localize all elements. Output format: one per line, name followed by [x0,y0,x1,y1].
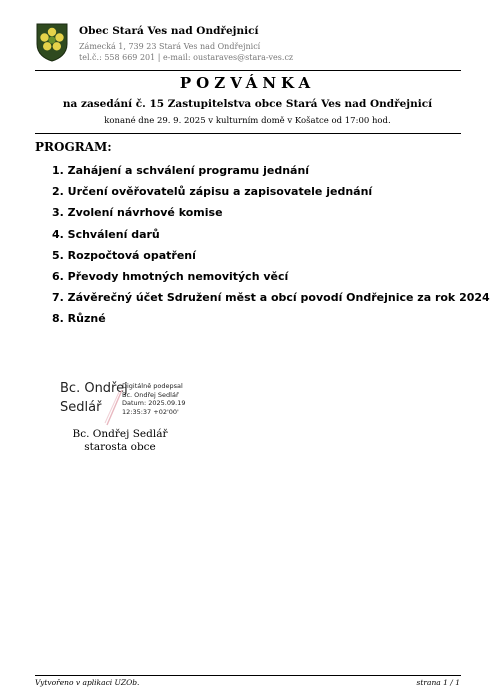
signature-detail-line: Digitálně podepsal [122,382,183,390]
letterhead [35,22,465,66]
signer-block [60,428,180,454]
organization-contact: tel.č.: 558 669 201 | e-mail: oustaraves@stara-ves.cz [79,53,294,62]
agenda-list [52,164,490,334]
signer-name: Bc. Ondřej Sedlář [72,428,168,440]
agenda-item: 1. Zahájení a schválení programu jednání [52,164,310,177]
municipal-crest-icon [35,22,69,62]
organization-address: Zámecká 1, 739 23 Stará Ves nad Ondřejnicí [79,42,261,51]
header-divider [35,70,461,71]
meeting-details: konané dne 29. 9. 2025 v kulturním domě v Košatce od 17:00 hod. [104,116,391,126]
agenda-item: 8. Různé [52,312,106,326]
agenda-item: 6. Převody hmotných nemovitých věcí [52,269,289,283]
agenda-item: 2. Určení ověřovatelů zápisu a zapisovatele jednání [52,185,373,199]
agenda-item: 4. Schválení darů [52,227,160,241]
footer-page-number: strana 1 / 1 [416,678,460,687]
signature-name-line: Sedlář [60,400,102,415]
signature-detail-line: Datum: 2025.09.19 [122,399,186,408]
agenda-item: 7. Závěrečný účet Sdružení měst a obcí povodí Ondřejnice za rok 2024 [52,291,490,305]
program-heading: PROGRAM: [35,140,112,154]
document-subtitle: na zasedání č. 15 Zastupitelstva obce Stará Ves nad Ondřejnicí [62,98,433,110]
footer-app-note: Vytvořeno v aplikaci UZOb. [35,678,140,687]
digital-signature-details [122,382,185,416]
footer-divider [35,675,461,676]
signature-detail-line: Bc. Ondřej Sedlář [122,390,179,399]
signature-name-line: Bc. Ondřej [60,381,128,396]
signer-role: starosta obce [84,441,156,453]
agenda-item: 5. Rozpočtová opatření [52,248,196,262]
organization-name: Obec Stará Ves nad Ondřejnicí [79,25,259,37]
document-title: POZVÁNKA [179,74,316,92]
signature-detail-line: 12:35:37 +02'00' [122,407,179,416]
title-divider [35,133,461,134]
agenda-item: 3. Zvolení návrhové komise [52,206,223,220]
